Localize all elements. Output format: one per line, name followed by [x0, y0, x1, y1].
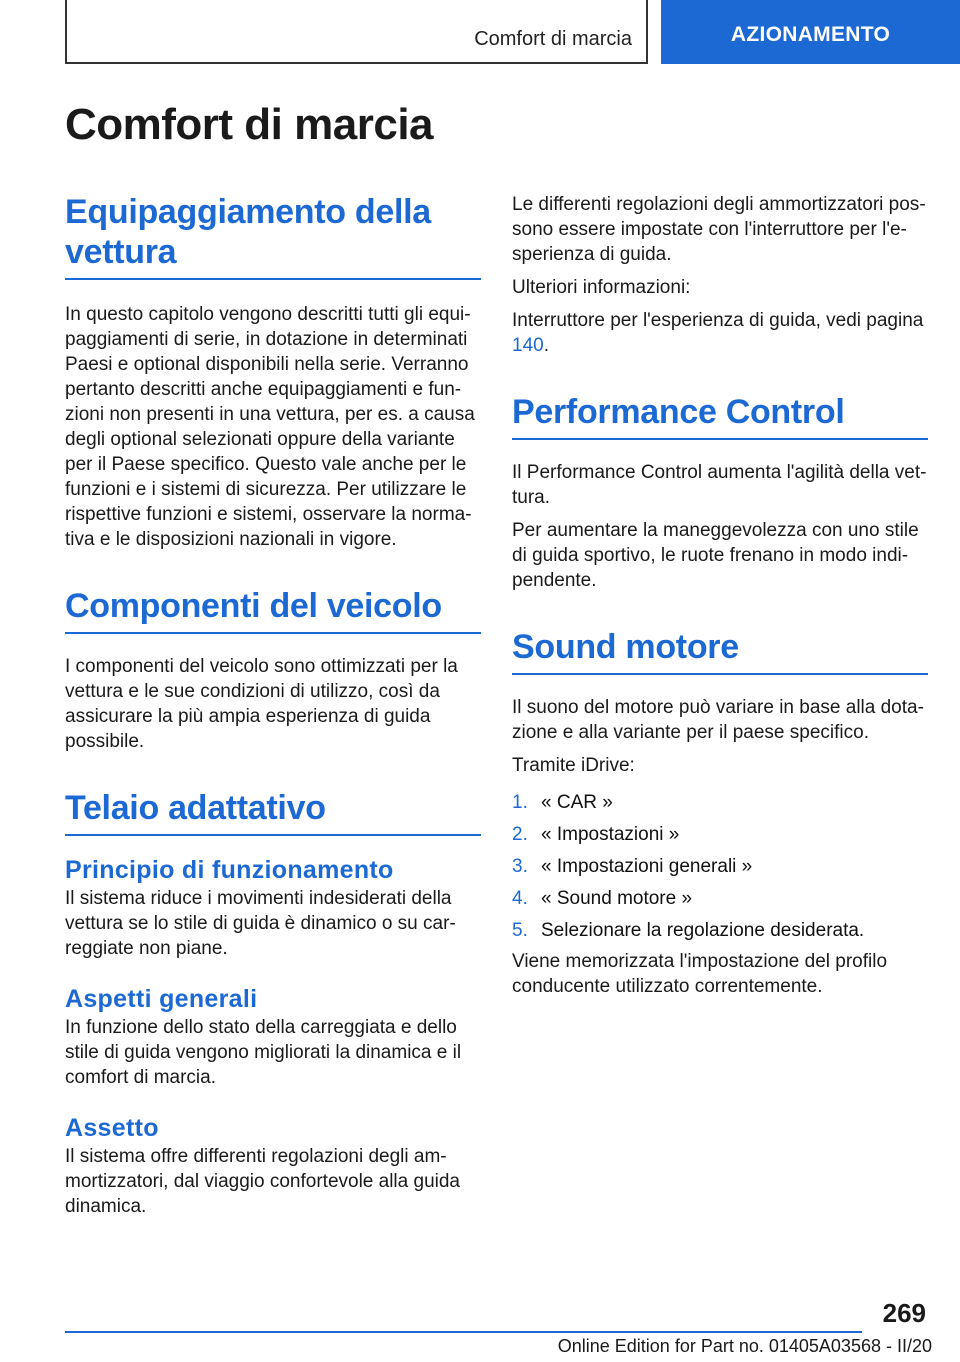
right-column: [512, 192, 928, 999]
heading-telaio: Telaio adattativo: [65, 788, 481, 836]
list-item: [512, 918, 928, 943]
heading-sound: Sound motore: [512, 627, 928, 675]
step-number: 4.: [512, 888, 528, 909]
step-text: « CAR »: [541, 792, 613, 813]
paragraph-sound: Il suono del motore può variare in base alla dotazione e alla variante per il paese specifico.: [512, 697, 924, 743]
page-link-140[interactable]: 140: [512, 335, 544, 356]
list-item: [512, 886, 928, 911]
step-text: « Impostazioni generali »: [541, 856, 753, 877]
header-section-box: [65, 0, 648, 64]
reference-text: Interruttore per l'esperienza di guida, vedi pagina: [512, 310, 924, 331]
page-number: 269: [882, 1298, 926, 1328]
paragraph-performance-1: Il Performance Control aumenta l'agilità della vettura.: [512, 462, 927, 508]
list-item: [512, 854, 928, 879]
step-text: « Impostazioni »: [541, 824, 680, 845]
subheading-principio: Principio di funzionamento: [65, 856, 394, 884]
step-number: 2.: [512, 824, 528, 845]
page-title: Comfort di marcia: [65, 100, 434, 149]
reference-end: .: [543, 335, 549, 356]
paragraph-profile: Viene memorizzata l'impostazione del profilo conducente utilizzato correntemente.: [512, 951, 888, 997]
paragraph-performance-2: Per aumentare la maneggevolezza con uno stile di guida sportivo, le ruote frenano in modo indipendente.: [512, 520, 919, 591]
subheading-aspetti: Aspetti generali: [65, 985, 258, 1013]
footer-divider: [65, 1331, 862, 1333]
reference-paragraph: [512, 308, 928, 358]
step-text: Selezionare la regolazione desiderata.: [541, 920, 865, 941]
paragraph-aspetti: In funzione dello stato della carreggiata e dello stile di guida vengono migliorati la dinamica e il comfort di marcia.: [65, 1017, 462, 1088]
paragraph-componenti: I componenti del veicolo sono ottimizzati per la vettura e le sue condizioni di utilizzo, così da assicurare la più ampia esperienza di guida possibile.: [65, 656, 458, 752]
heading-performance: Performance Control: [512, 392, 928, 440]
heading-equipaggiamento: Equipaggiamento della vettura: [65, 192, 481, 280]
heading-componenti: Componenti del veicolo: [65, 586, 481, 634]
steps-list: [512, 790, 928, 943]
edition-note: Online Edition for Part no. 01405A03568 - II/20: [557, 1336, 932, 1356]
step-text: « Sound motore »: [541, 888, 693, 909]
list-item: [512, 790, 928, 815]
paragraph-principio: Il sistema riduce i movimenti indesiderati della vettura se lo stile di guida è dinamico o su carreggiate non piane.: [65, 888, 456, 959]
more-info-label: Ulteriori informazioni:: [512, 277, 691, 298]
header-chapter-tab: AZIONAMENTO: [661, 0, 960, 64]
step-number: 5.: [512, 920, 528, 941]
paragraph-equipaggiamento: In questo capitolo vengono descritti tutti gli equipaggiamenti di serie, in dotazione in determinati Paesi e optional disponibili nella serie. Verranno pertanto descritti anche equipaggiamenti e funzioni non presenti in una vettura, per es. a causa degli optional selezionati oppure della variante per il Paese specifico. Questo vale anche per le funzioni e i sistemi di sicurezza. Per utilizzare le rispettive funzioni e sistemi, osservare la normativa e le disposizioni nazionali in vigore.: [65, 304, 475, 550]
subheading-assetto: Assetto: [65, 1114, 159, 1142]
step-number: 3.: [512, 856, 528, 877]
idrive-label: Tramite iDrive:: [512, 755, 635, 776]
left-column: [65, 192, 481, 1219]
header-section-title: Comfort di marcia: [474, 28, 632, 50]
paragraph-intro: Le differenti regolazioni degli ammortizzatori possono essere impostate con l'interruttore per l'esperienza di guida.: [512, 194, 926, 265]
list-item: [512, 822, 928, 847]
paragraph-assetto: Il sistema offre differenti regolazioni degli ammortizzatori, dal viaggio confortevole alla guida dinamica.: [65, 1146, 460, 1217]
step-number: 1.: [512, 792, 528, 813]
